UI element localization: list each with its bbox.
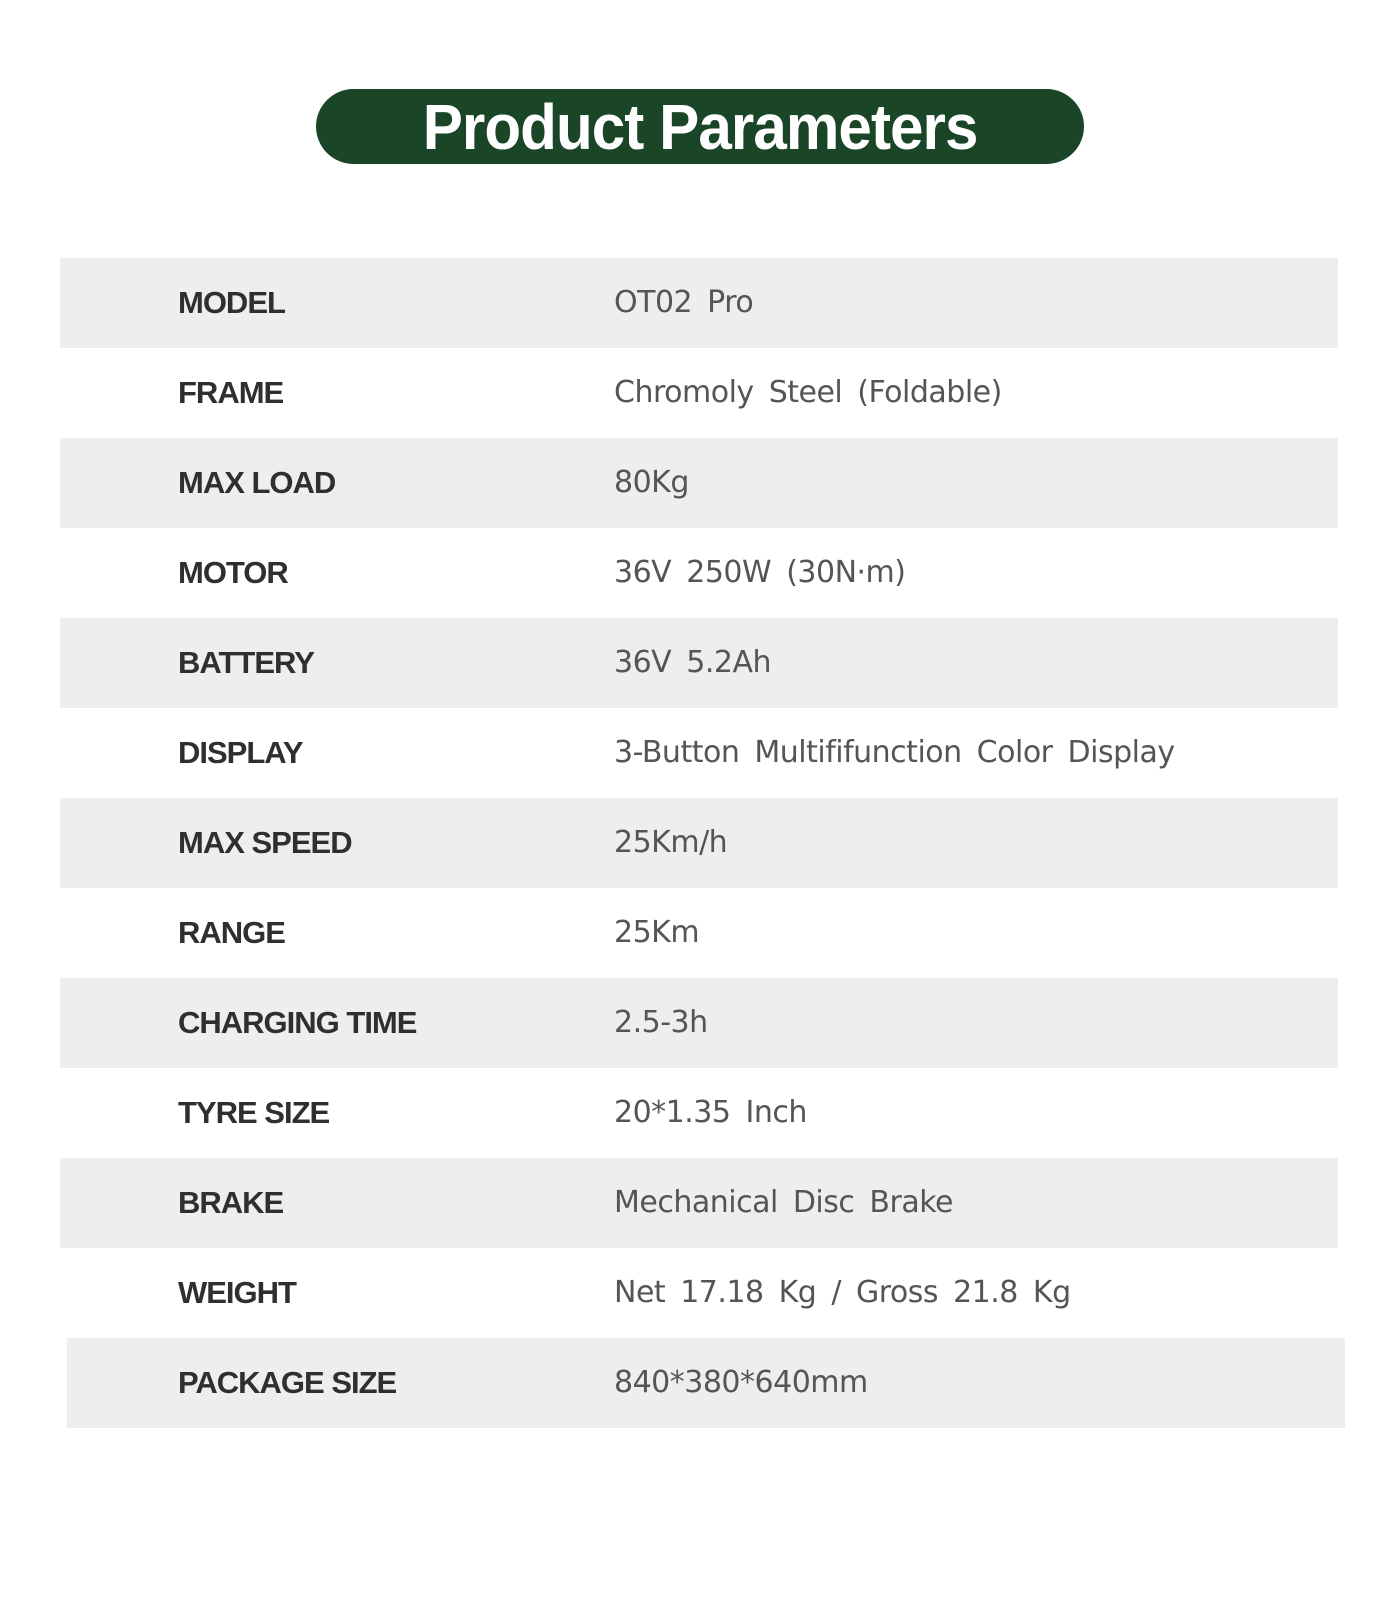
spec-value: 25Km xyxy=(614,915,700,950)
spec-row-display xyxy=(60,708,1338,798)
spec-label: CHARGING TIME xyxy=(178,1005,417,1040)
spec-value: 840*380*640mm xyxy=(614,1365,868,1400)
spec-value: 3-Button Multififunction Color Display xyxy=(614,735,1175,770)
spec-row-package-size xyxy=(67,1338,1345,1428)
spec-row-model xyxy=(60,258,1338,348)
spec-row-max-load xyxy=(60,438,1338,528)
spec-value: Net 17.18 Kg / Gross 21.8 Kg xyxy=(614,1275,1071,1310)
spec-label: RANGE xyxy=(178,915,285,950)
spec-row-weight xyxy=(60,1248,1338,1338)
spec-value: 2.5-3h xyxy=(614,1005,708,1040)
spec-row-brake xyxy=(60,1158,1338,1248)
page-title: Product Parameters xyxy=(422,90,978,163)
spec-value: Mechanical Disc Brake xyxy=(614,1185,953,1220)
spec-row-range xyxy=(60,888,1338,978)
spec-row-frame xyxy=(60,348,1338,438)
spec-label: TYRE SIZE xyxy=(178,1095,330,1130)
spec-label: BATTERY xyxy=(178,645,314,680)
title-banner xyxy=(316,89,1084,164)
spec-label: BRAKE xyxy=(178,1185,284,1220)
spec-label: WEIGHT xyxy=(178,1275,296,1310)
spec-table xyxy=(60,258,1338,1428)
spec-label: MODEL xyxy=(178,285,285,320)
spec-label: FRAME xyxy=(178,375,284,410)
spec-value: 25Km/h xyxy=(614,825,728,860)
spec-row-motor xyxy=(60,528,1338,618)
spec-label: MAX LOAD xyxy=(178,465,336,500)
spec-row-max-speed xyxy=(60,798,1338,888)
spec-value: 36V 250W (30N·m) xyxy=(614,555,906,590)
spec-label: MAX SPEED xyxy=(178,825,352,860)
spec-value: 20*1.35 Inch xyxy=(614,1095,807,1130)
spec-value: 80Kg xyxy=(614,465,689,500)
spec-value: Chromoly Steel (Foldable) xyxy=(614,375,1002,410)
spec-label: MOTOR xyxy=(178,555,288,590)
spec-value: 36V 5.2Ah xyxy=(614,645,771,680)
spec-label: PACKAGE SIZE xyxy=(178,1365,397,1400)
spec-row-battery xyxy=(60,618,1338,708)
spec-row-tyre-size xyxy=(60,1068,1338,1158)
spec-row-charging-time xyxy=(60,978,1338,1068)
spec-value: OT02 Pro xyxy=(614,285,754,320)
spec-label: DISPLAY xyxy=(178,735,303,770)
